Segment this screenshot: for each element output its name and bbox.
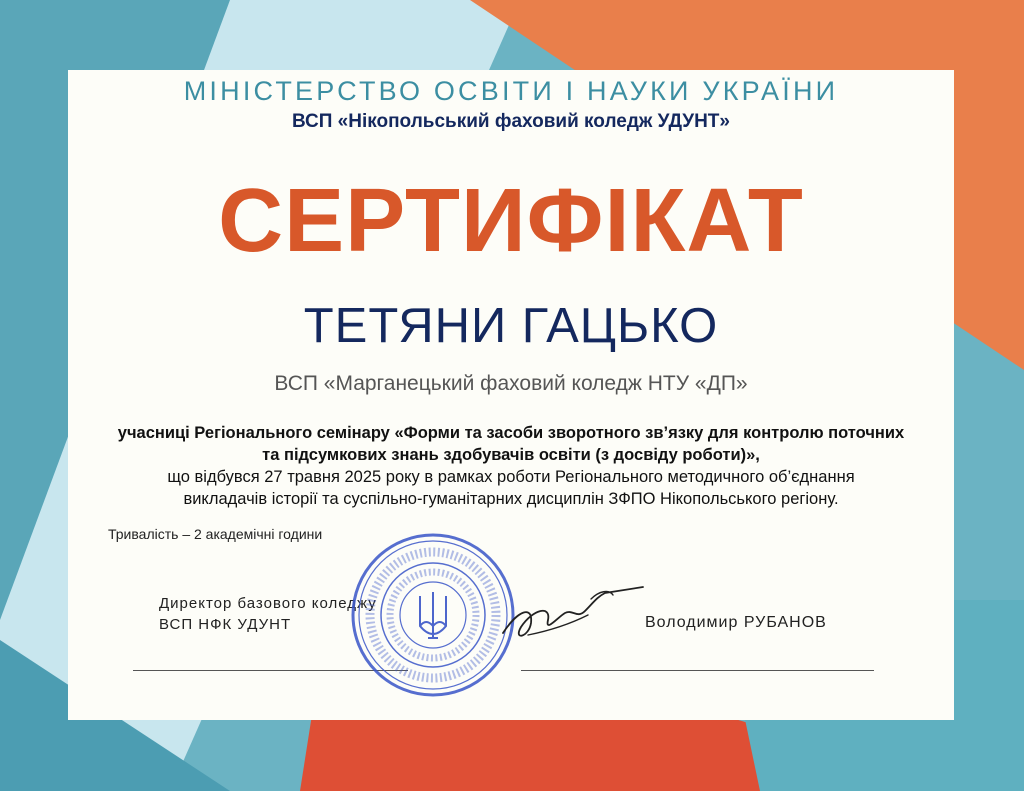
certificate-description — [78, 422, 944, 510]
signer-position-line-1: Директор базового коледжу — [159, 595, 377, 612]
trident-emblem-icon — [420, 592, 446, 638]
duration-text: Тривалість – 2 академічні години — [108, 526, 323, 542]
description-line-3: що відбувся 27 травня 2025 року в рамках роботи Регіонального методичного об’єднання — [167, 468, 855, 486]
recipient-organization: ВСП «Марганецький фаховий коледж НТУ «ДП» — [274, 372, 748, 395]
signer-position-line-2: ВСП НФК УДУНТ — [159, 616, 292, 633]
signer-name: Володимир РУБАНОВ — [645, 614, 827, 631]
signature-line-right — [521, 670, 874, 671]
description-line-4: викладачів історії та суспільно-гуманітарних дисциплін ЗФПО Нікопольського регіону. — [183, 490, 839, 508]
description-line-1: учасниці Регіонального семінару «Форми та засоби зворотного зв’язку для контролю поточних — [117, 424, 905, 442]
college-heading: ВСП «Нікопольський фаховий коледж УДУНТ» — [292, 111, 730, 132]
recipient-name: ТЕТЯНИ ГАЦЬКО — [303, 299, 719, 353]
certificate-title: СЕРТИФІКАТ — [218, 171, 804, 271]
description-line-2: та підсумкових знань здобувачів освіти (з досвіду роботи)», — [262, 446, 760, 464]
ministry-heading: МІНІСТЕРСТВО ОСВІТИ І НАУКИ УКРАЇНИ — [183, 76, 839, 106]
certificate-sheet — [68, 70, 954, 720]
signature-scribble — [493, 575, 653, 655]
